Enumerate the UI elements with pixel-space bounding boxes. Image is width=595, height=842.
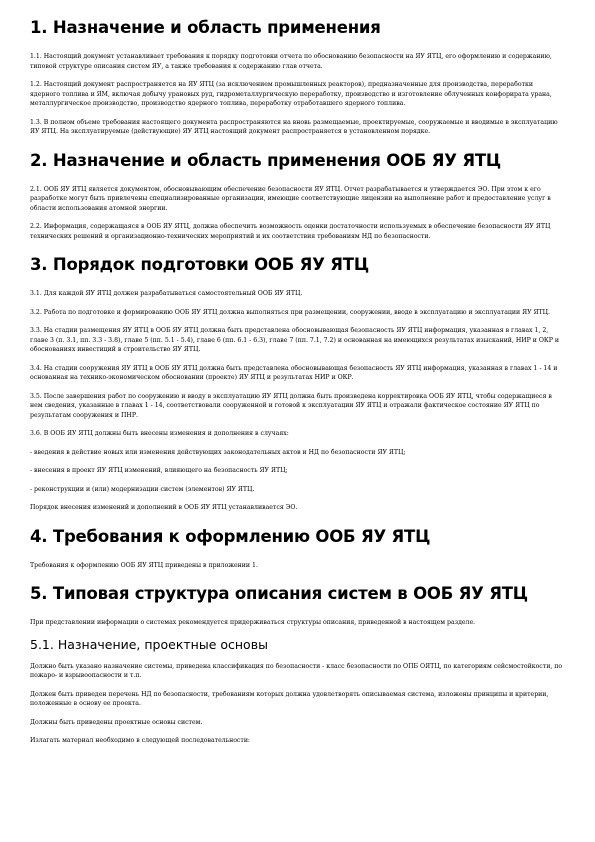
paragraph-5-intro: При представлении информации о системах рекомендуется придерживаться структуры описания, приведенной в настоящем разделе. <box>30 619 476 626</box>
paragraph-4-1: Требования к оформлению ООБ ЯУ ЯТЦ приведены в приложении 1. <box>30 561 258 569</box>
paragraph-3-3: 3.3. На стадии размещения ЯУ ЯТЦ в ООБ ЯУ ЯТЦ должна быть представлена обосновывающая безопасность ЯУ ЯТЦ информация, указанная в главах 1, 2, главе 3 (п. 3.1, пп. 3.3 - 3.8), главе 5 (пп. 5.1 - 5.4), главе 6 (пп. 6.1 - 6.3), главе 7 (пп. 7.1, 7.2) и основанная на имеющихся результатах изысканий, НИР и ОКР и обоснованиях инвестиций в строительство ЯУ ЯТЦ. <box>30 327 559 353</box>
section-5-title: 5. Типовая структура описания систем в ООБ ЯУ ЯТЦ <box>30 584 528 603</box>
paragraph-3-4: 3.4. На стадии сооружения ЯУ ЯТЦ в ООБ ЯУ ЯТЦ должна быть представлена обосновывающая безопасность ЯУ ЯТЦ информация, указанная в главах 1 - 14 и основанная на технико-экономическом обосновании (проекте) ЯУ ЯТЦ и результатах НИР и ОКР. <box>30 364 558 381</box>
list-item-3-6-3: - реконструкции и (или) модернизации систем (элементов) ЯУ ЯТЦ. <box>30 485 255 493</box>
paragraph-3-6-note: Порядок внесения изменений и дополнений в ООБ ЯУ ЯТЦ устанавливается ЭО. <box>30 504 298 511</box>
paragraph-1-3: 1.3. В полном объеме требования настоящего документа распространяются на вновь размещаемые, проектируемые, сооружаемые и вводимые в эксплуатацию ЯУ ЯТЦ. На эксплуатируемые (действующие) ЯУ ЯТЦ настоящий документ распространяется в установленном порядке. <box>30 118 558 135</box>
paragraph-5-1-2: Должен быть приведен перечень НД по безопасности, требованиям которых должна удовлетворять описываемая система, изложены принципы и критерии, положенные в основу ее проекта. <box>30 690 549 707</box>
section-2-title: 2. Назначение и область применения ООБ ЯУ ЯТЦ <box>30 150 502 170</box>
list-item-3-6-1: - введения в действие новых или изменения действующих законодательных актов и НД по безопасности ЯУ ЯТЦ; <box>30 448 406 456</box>
section-3-title: 3. Порядок подготовки ООБ ЯУ ЯТЦ <box>30 255 369 274</box>
paragraph-5-1-1: Должно быть указано назначение системы, приведена классификация по безопасности - класс безопасности по ОПБ ОЯТЦ, по категориям сейсмостойкости, по пожаро- и взрывоопасности и т.п. <box>30 662 563 679</box>
paragraph-3-1: 3.1. Для каждой ЯУ ЯТЦ должен разрабатываться самостоятельный ООБ ЯУ ЯТЦ. <box>30 290 303 297</box>
paragraph-3-6: 3.6. В ООБ ЯУ ЯТЦ должны быть внесены изменения и дополнения в случаях: <box>30 430 289 437</box>
paragraph-3-2: 3.2. Работа по подготовке и формированию ООБ ЯУ ЯТЦ должна выполняться при размещении, сооружении, вводе в эксплуатацию и эксплуатации ЯУ ЯТЦ. <box>30 308 551 316</box>
paragraph-1-1: 1.1. Настоящий документ устанавливает требования к порядку подготовки отчета по обоснованию безопасности на ЯУ ЯТЦ, его оформлению и содержанию, типовой структуре описания систем ЯУ, а также требования к содержанию глав отчета. <box>30 53 552 70</box>
subsection-5-1-title: 5.1. Назначение, проектные основы <box>30 636 268 652</box>
section-1-title: 1. Назначение и область применения <box>30 18 381 37</box>
paragraph-5-1-4: Излагать материал необходимо в следующей последовательности: <box>30 737 251 744</box>
paragraph-5-1-3: Должны быть приведены проектные основы систем. <box>30 718 203 726</box>
section-4-title: 4. Требования к оформлению ООБ ЯУ ЯТЦ <box>30 526 431 546</box>
list-item-3-6-2: - внесения в проект ЯУ ЯТЦ изменений, влияющего на безопасность ЯУ ЯТЦ; <box>30 467 288 474</box>
paragraph-1-2: 1.2. Настоящий документ распространяется на ЯУ ЯТЦ (за исключением промышленных реакторов), предназначенные для производства, переработки ядерного топлива и ЯМ, включая добычу урановых руд, гидрометаллургическую переработку, производство и изготовление облученных конфорирата урана, металлургическое производство, производство ядерного топлива, переработку отработавшего ядерного топлива. <box>30 81 552 107</box>
paragraph-2-2: 2.2. Информация, содержащаяся в ООБ ЯУ ЯТЦ, должна обеспечить возможность оценки достаточности используемых в обеспечение безопасности ЯУ ЯТЦ технических решений и организационно-технических мероприятий и их соответствия требованиям НД по безопасности. <box>30 223 551 240</box>
paragraph-3-5: 3.5. После завершения работ по сооружению и вводу в эксплуатацию ЯУ ЯТЦ должна быть произведена корректировка ООБ ЯУ ЯТЦ, чтобы содержащиеся в нем сведения, указанные в главах 1 - 14, соответствовали сооруженной и готовой к эксплуатации ЯУ ЯТЦ и отражали фактическое состояние ЯУ ЯТЦ по результатам сооружения и ПНР. <box>30 392 552 419</box>
paragraph-2-1: 2.1. ООБ ЯУ ЯТЦ является документом, обосновывающим обеспечение безопасности ЯУ ЯТЦ. Отчет разрабатывается и утверждается ЭО. При этом к его разработке могут быть привлечены специализированные организации, имеющие соответствующие лицензии на выполнение работ и предоставление услуг в области использования атомной энергии. <box>30 185 551 212</box>
